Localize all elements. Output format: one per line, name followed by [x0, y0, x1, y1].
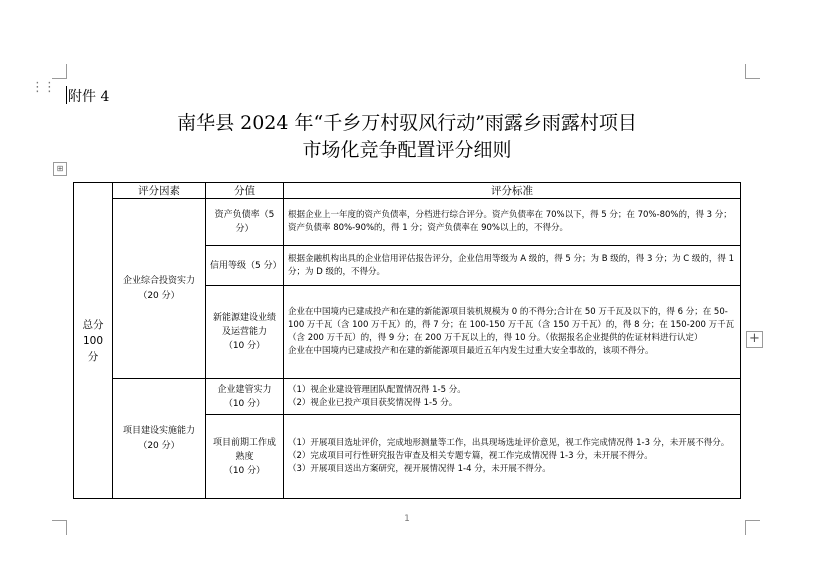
criteria-text: 根据金融机构出具的企业信用评估报告评分，企业信用等级为 A 级的，得 5 分；为 B 级的，得 3 分；为 C 级的，得 1 分；为 D 级的，不得分。 [288, 253, 735, 277]
item-label: 信用等级（5 分） [210, 260, 282, 271]
item-points: （10 分） [223, 398, 266, 409]
document-title-line1: 南华县 2024 年“千乡万村驭风行动”雨露乡雨露村项目 [177, 112, 637, 134]
table-row [74, 199, 741, 246]
text-cursor [66, 86, 67, 104]
criteria-text: 企业在中国境内已建成投产和在建的新能源项目装机规模为 0 的不得分;合计在 50 万千瓦及以下的，得 6 分；在 50-100 万千瓦（含 100 万千瓦）的，得 7 分；在 100-150 万千瓦（含 150 万千瓦）的，得 8 分；在 150-200 万千瓦（含 200 万千瓦）的，得 9 分；在 200 万千瓦以上的，得 10 分。（依据报名企业提供的佐证材料进行认定） [288, 307, 735, 343]
item-label: 企业建管实力 [217, 384, 272, 395]
item-cell [206, 199, 284, 246]
criteria-cell [284, 246, 741, 286]
total-score-cell [74, 183, 113, 499]
table-header-row [74, 183, 741, 199]
criteria-text: 根据企业上一年度的资产负债率，分档进行综合评分。资产负债率在 70%以下，得 5 分；在 70%-80%的，得 3 分；资产负债率 80%-90%的，得 1 分；资产负债率在 90%以上的，不得分。 [288, 210, 732, 233]
page-number: 1 [404, 514, 410, 524]
table-move-handle-icon[interactable]: ⊞ [53, 162, 67, 176]
criteria-text: （3）开展项目送出方案研究，视开展情况得 1-4 分，未开展不得分。 [288, 464, 551, 474]
criteria-cell [284, 286, 741, 379]
crop-mark-top-right [745, 64, 760, 79]
header-factor: 评分因素 [113, 183, 206, 199]
item-cell [206, 286, 284, 379]
criteria-text: 企业在中国境内已建成投产和在建的新能源项目最近五年内发生过重大安全事故的，该项不得分。 [288, 346, 654, 356]
header-criteria: 评分标准 [284, 183, 741, 199]
crop-mark-top-left [52, 64, 67, 79]
total-label-3: 分 [87, 350, 99, 363]
item-label: 新能源建设业绩及运营能力 [212, 313, 276, 337]
factor-cell-implementation [113, 379, 206, 499]
factor-label: 企业综合投资实力 [122, 275, 195, 286]
total-label-1: 总分 [82, 318, 104, 331]
attachment-label: 附件 4 [68, 89, 110, 105]
criteria-text: （1）开展项目选址评价，完成地形测量等工作，出具现场选址评价意见，视工作完成情况得 1-3 分，未开展不得分。 [288, 438, 730, 448]
item-cell [206, 379, 284, 415]
criteria-text: （1）视企业建设管理团队配置情况得 1-5 分。 [288, 384, 466, 395]
total-label-2: 100 [82, 334, 104, 347]
item-label: 资产负债率（5 分） [214, 210, 275, 234]
criteria-cell [284, 415, 741, 499]
criteria-text: （2）视企业已投产项目获奖情况得 1-5 分。 [288, 397, 458, 408]
item-label: 项目前期工作成熟度 [212, 437, 276, 462]
document-title-line2: 市场化竞争配置评分细则 [302, 139, 512, 161]
criteria-text: （2）完成项目可行性研究报告审查及相关专题专篇，视工作完成情况得 1-3 分，未开展不得分。 [288, 451, 653, 461]
item-points: （10 分） [223, 465, 266, 476]
factor-points: （20 分） [138, 440, 180, 451]
header-score: 分值 [206, 183, 284, 199]
add-column-button[interactable]: + [746, 331, 763, 348]
item-cell [206, 415, 284, 499]
item-cell [206, 246, 284, 286]
criteria-cell [284, 379, 741, 415]
item-points: （10 分） [223, 341, 266, 351]
scoring-table [73, 182, 741, 499]
paragraph-drag-handle-icon[interactable]: ⋮⋮ [31, 80, 55, 95]
criteria-cell [284, 199, 741, 246]
factor-points: （20 分） [138, 290, 180, 301]
factor-cell-investment [113, 199, 206, 379]
factor-label: 项目建设实施能力 [122, 425, 195, 436]
table-row [74, 379, 741, 415]
